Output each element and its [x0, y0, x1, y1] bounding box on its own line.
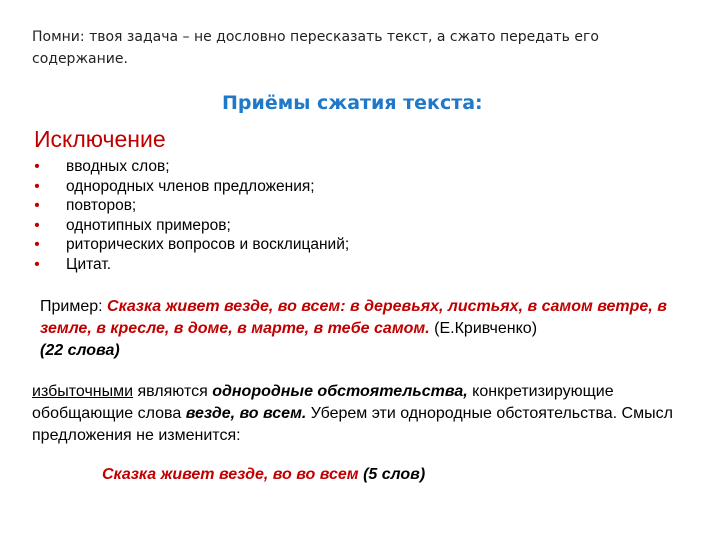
list-item-text: повторов; [66, 197, 137, 214]
result-quote: Сказка живет везде, во во всем [102, 466, 359, 483]
analysis-emphasis: однородные обстоятельства, [212, 383, 468, 400]
list-item [30, 177, 349, 197]
analysis-emphasis: везде, во всем. [185, 405, 307, 422]
page-title: Приёмы сжатия текста: [222, 92, 483, 114]
list-item [30, 157, 349, 177]
exclusion-list [30, 157, 349, 274]
bullet-icon: • [34, 216, 40, 234]
intro-note: Помни: твоя задача – не дословно пересказать текст, а сжато передать его содержание. [32, 29, 599, 67]
list-item [30, 235, 349, 255]
example-quote: Сказка живет везде, во всем: в деревьях, листьях, в самом ветре, в земле, в кресле, в доме, в марте, в тебе самом [40, 298, 667, 337]
analysis-text: являются [133, 383, 213, 400]
example-label: Пример [40, 298, 99, 315]
example-attribution: (Е.Кривченко) [429, 320, 538, 337]
example-period: . [425, 320, 430, 337]
list-item-text: однородных членов предложения; [66, 177, 315, 195]
analysis-paragraph [32, 381, 712, 447]
analysis-text: конкретизирующие обобщающие слова [32, 383, 614, 422]
bullet-icon: • [34, 177, 40, 195]
bullet-icon: • [34, 158, 40, 175]
bullet-icon: • [34, 255, 40, 273]
bullet-icon: • [34, 197, 40, 214]
list-item [30, 216, 349, 236]
list-item-text: однотипных примеров; [66, 216, 231, 234]
list-item [30, 196, 349, 216]
analysis-text: Уберем эти однородные обстоятельства. Смысл предложения не изменится: [32, 405, 673, 444]
list-item-text: риторических вопросов и восклицаний; [66, 236, 350, 253]
bullet-icon: • [34, 236, 40, 253]
example-word-count: (22 слова) [40, 342, 120, 359]
example-colon: : [98, 298, 103, 315]
analysis-keyword: избыточными [32, 383, 134, 400]
result-line [102, 464, 425, 486]
list-item-text: Цитат. [66, 255, 112, 273]
example-paragraph [40, 296, 700, 362]
result-word-count: (5 слов) [363, 466, 426, 483]
list-item-text: вводных слов; [66, 158, 170, 175]
list-item [30, 255, 349, 275]
section-subheading: Исключение [34, 126, 166, 152]
